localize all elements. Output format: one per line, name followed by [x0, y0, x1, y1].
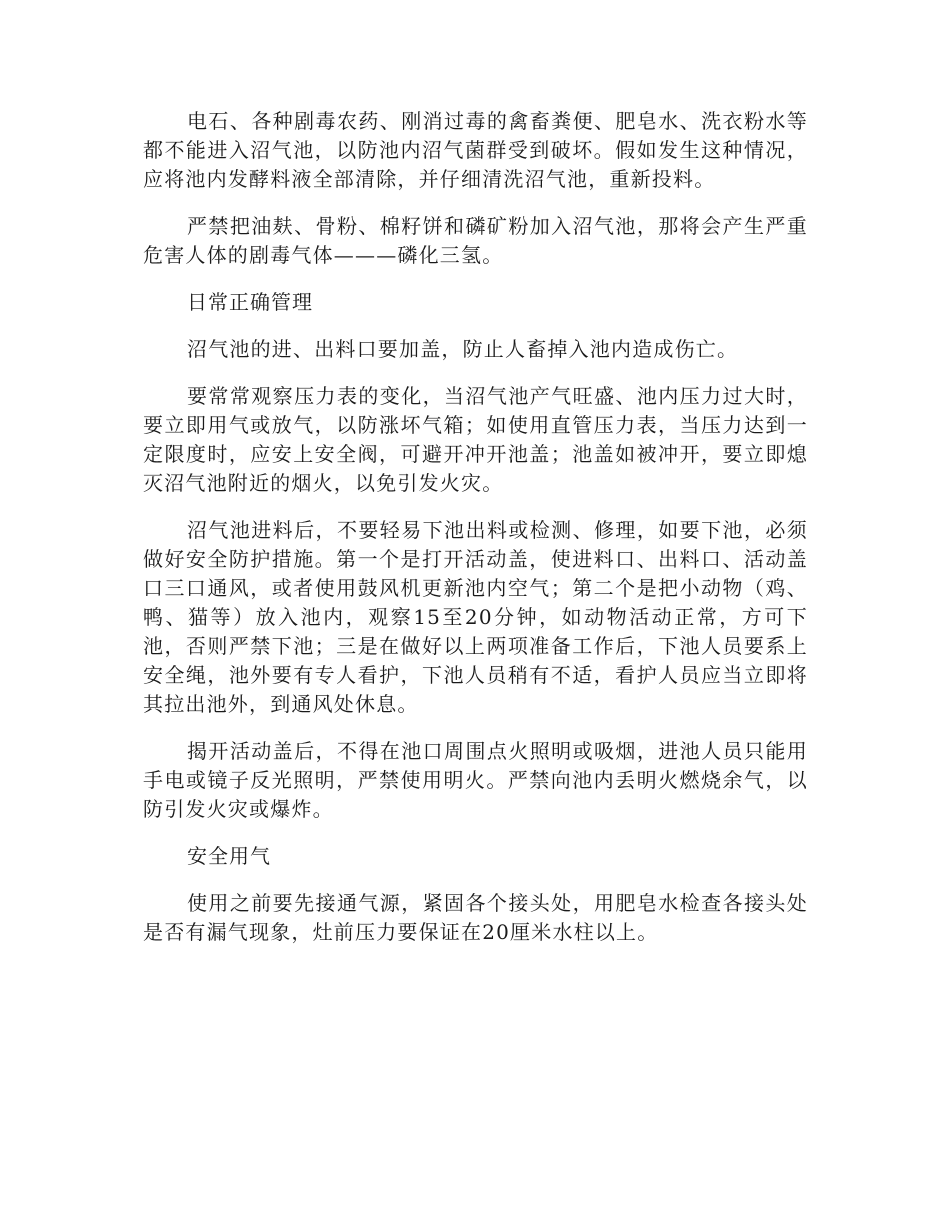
document-body	[143, 107, 808, 965]
paragraph-no-open-flame: 揭开活动盖后，不得在池口周围点火照明或吸烟，进池人员只能用手电或镜子反光照明，严禁使用明火。严禁向池内丢明火燃烧余气，以防引发火灾或爆炸。	[143, 739, 808, 821]
paragraph-pressure-gauge: 要常常观察压力表的变化，当沼气池产气旺盛、池内压力过大时，要立即用气或放气，以防涨坏气箱；如使用直管压力表，当压力达到一定限度时，应安上安全阀，可避开冲开池盖；池盖如被冲开，要立即熄灭沼气池附近的烟火，以免引发火灾。	[143, 384, 808, 495]
paragraph-cover-inlets: 沼气池的进、出料口要加盖，防止人畜掉入池内造成伤亡。	[187, 337, 739, 361]
paragraph-toxic-gas-warning: 严禁把油麸、骨粉、棉籽饼和磷矿粉加入沼气池，那将会产生严重危害人体的剧毒气体———磷化三氢。	[143, 214, 808, 267]
section-heading-daily-management: 日常正确管理	[187, 290, 313, 314]
paragraph-prohibited-materials: 电石、各种剧毒农药、刚消过毒的禽畜粪便、肥皂水、洗衣粉水等都不能进入沼气池，以防池内沼气菌群受到破坏。假如发生这种情况，应将池内发酵料液全部清除，并仔细清洗沼气池，重新投料。	[143, 109, 808, 191]
paragraph-leak-check: 使用之前要先接通气源，紧固各个接头处，用肥皂水检查各接头处是否有漏气现象，灶前压力要保证在20厘米水柱以上。	[143, 891, 808, 944]
section-heading-safe-gas-use: 安全用气	[187, 844, 271, 868]
paragraph-entering-pool-safety: 沼气池进料后，不要轻易下池出料或检测、修理，如要下池，必须做好安全防护措施。第一个是打开活动盖，使进料口、出料口、活动盖口三口通风，或者使用鼓风机更新池内空气；第二个是把小动物（鸡、鸭、猫等）放入池内，观察15至20分钟，如动物活动正常，方可下池，否则严禁下池；三是在做好以上两项准备工作后，下池人员要系上安全绳，池外要有专人看护，下池人员稍有不适，看护人员应当立即将其拉出池外，到通风处休息。	[143, 518, 808, 716]
